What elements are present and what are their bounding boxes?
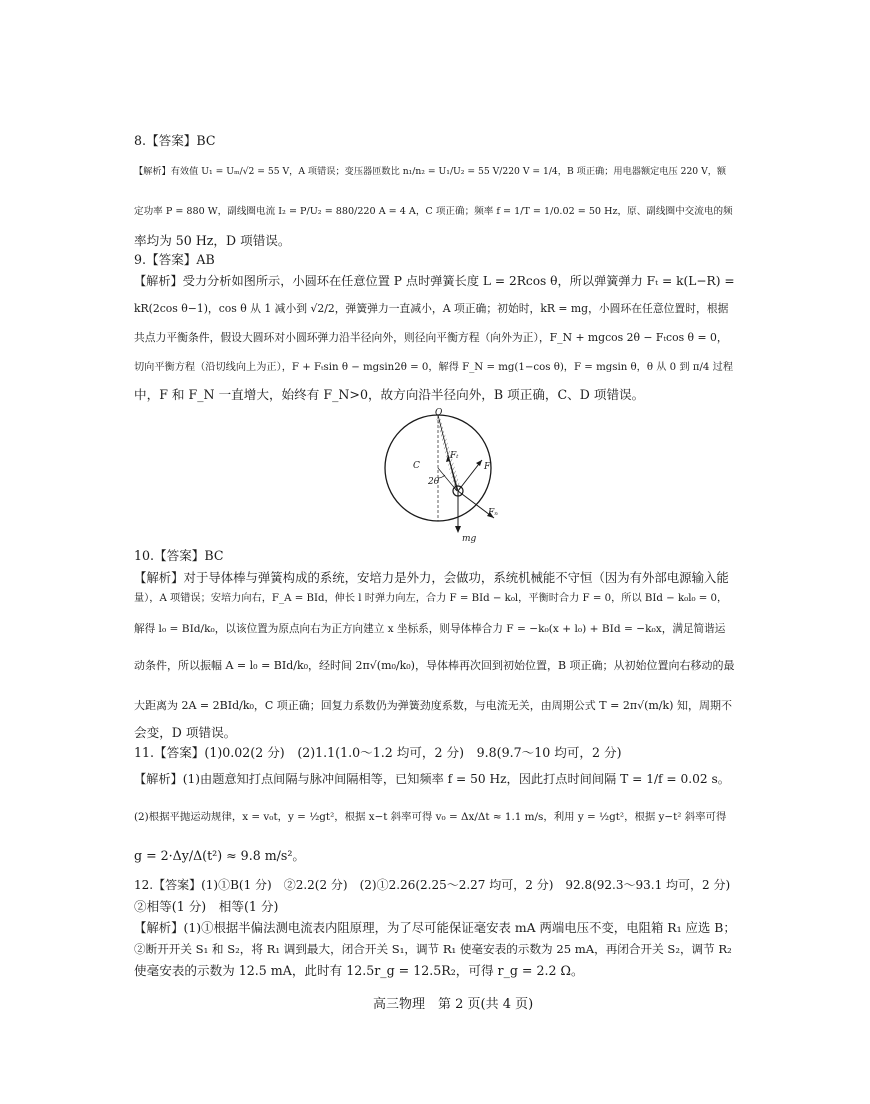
q11-analysis-line-3: g = 2·Δy/Δ(t²) ≈ 9.8 m/s²。	[134, 848, 305, 863]
page-footer: 高三物理 第 2 页(共 4 页)	[373, 997, 534, 1012]
label-mg: mg	[462, 534, 477, 544]
q10-analysis-line-5: 大距离为 2A = 2BId/k₀，C 项正确；回复力系数仍为弹簧劲度系数，与电流无关，由周期公式 T = 2π√(m/k) 知，周期不	[134, 699, 732, 712]
q10-analysis-line-4: 动条件，所以振幅 A = l₀ = BId/k₀，经时间 2π√(m₀/k₀)，导体棒再次回到初始位置，B 项正确；从初始位置向右移动的最	[134, 659, 735, 672]
q9-analysis-line-1: 【解析】受力分析如图所示，小圆环在任意位置 P 点时弹簧长度 L = 2Rcos θ，所以弹簧弹力 Fₜ = k(L−R) =	[134, 274, 735, 288]
label-FN: Fₙ	[488, 508, 498, 518]
q8-analysis-line-2: 定功率 P = 880 W，副线圈电流 I₂ = P/U₂ = 880/220 A = 4 A，C 项正确；频率 f = 1/T = 1/0.02 = 50 Hz，原、副线圈中交流电的频	[134, 206, 733, 217]
q10-analysis-line-3: 解得 l₀ = BId/k₀，以该位置为原点向右为正方向建立 x 坐标系，则导体棒合力 F = −k₀(x + l₀) + BId = −k₀x，满足简谐运	[134, 623, 726, 635]
label-Ft: Fₜ	[450, 451, 459, 461]
q12-analysis-line-1: 【解析】(1)①根据半偏法测电流表内阻原理，为了尽可能保证毫安表 mA 两端电压不变，电阻箱 R₁ 应选 B；	[134, 920, 736, 935]
q11-analysis-line-1: 【解析】(1)由题意知打点间隔与脉冲间隔相等，已知频率 f = 50 Hz，因此打点时间间隔 T = 1/f = 0.02 s。	[134, 772, 730, 786]
label-angle: 2θ	[428, 477, 440, 487]
q10-analysis-line-1: 【解析】对于导体棒与弹簧构成的系统，安培力是外力，会做功，系统机械能不守恒（因为有外部电源输入能	[134, 570, 729, 585]
force-diagram	[378, 407, 508, 547]
q8-analysis-line-1: 【解析】有效值 U₁ = Uₘ/√2 = 55 V，A 项错误；变压器匝数比 n₁/n₂ = U₁/U₂ = 55 V/220 V = 1/4，B 项正确；用电器额定电压 220 V，额	[134, 166, 727, 177]
q9-analysis-line-3: 共点力平衡条件，假设大圆环对小圆环弹力沿半径向外，则径向平衡方程（向外为正），F_N + mgcos 2θ − Fₜcos θ = 0，	[134, 331, 728, 344]
q12-answer-line-2: ②相等(1 分) 相等(1 分)	[134, 899, 279, 914]
label-F: F	[484, 462, 491, 472]
q12-analysis-line-2: ②断开开关 S₁ 和 S₂，将 R₁ 调到最大，闭合开关 S₁，调节 R₁ 使毫安表的示数为 25 mA，再闭合开关 S₂，调节 R₂	[134, 942, 732, 956]
q9-answer: 9.【答案】AB	[134, 252, 215, 267]
label-O: O	[435, 408, 443, 418]
arrow-mg-head	[455, 526, 461, 533]
arrow-F-head	[476, 460, 482, 466]
q12-answer: 12.【答案】(1)①B(1 分) ②2.2(2 分) (2)①2.26(2.25～2.27 均可，2 分) 92.8(92.3～93.1 均可，2 分)	[134, 878, 731, 892]
q12-analysis-line-3: 使毫安表的示数为 12.5 mA，此时有 12.5r_g = 12.5R₂，可得 r_g = 2.2 Ω。	[134, 963, 584, 978]
q9-analysis-line-4: 切向平衡方程（沿切线向上为正），F + Fₜsin θ − mgsin2θ = 0，解得 F_N = mg(1−cos θ)，F = mgsin θ，θ 从 0 到 π/4 过程	[134, 362, 734, 373]
q10-answer: 10.【答案】BC	[134, 548, 224, 563]
q11-answer: 11.【答案】(1)0.02(2 分) (2)1.1(1.0～1.2 均可，2 分) 9.8(9.7～10 均可，2 分)	[134, 745, 622, 760]
q8-answer: 8.【答案】BC	[134, 133, 216, 148]
q11-analysis-line-2: (2)根据平抛运动规律，x = v₀t，y = ½gt²，根据 x−t 斜率可得 v₀ = Δx/Δt ≈ 1.1 m/s，利用 y = ½gt²，根据 y−t² 斜率可得	[134, 811, 727, 823]
label-C: C	[413, 461, 420, 471]
q10-analysis-line-6: 会变，D 项错误。	[134, 725, 237, 740]
q10-analysis-line-2: 量），A 项错误；安培力向右，F_A = BId，伸长 l 时弹力向左，合力 F = BId − k₀l，平衡时合力 F = 0，所以 BId − k₀l₀ = 0，	[134, 593, 728, 604]
q9-analysis-line-5: 中，F 和 F_N 一直增大，始终有 F_N>0，故方向沿半径向外，B 项正确，C、D 项错误。	[134, 387, 645, 402]
q9-analysis-line-2: kR(2cos θ−1)，cos θ 从 1 减小到 √2/2，弹簧弹力一直减小，A 项正确；初始时，kR = mg，小圆环在任意位置时，根据	[134, 302, 729, 315]
q8-analysis-line-3: 率均为 50 Hz，D 项错误。	[134, 233, 291, 248]
